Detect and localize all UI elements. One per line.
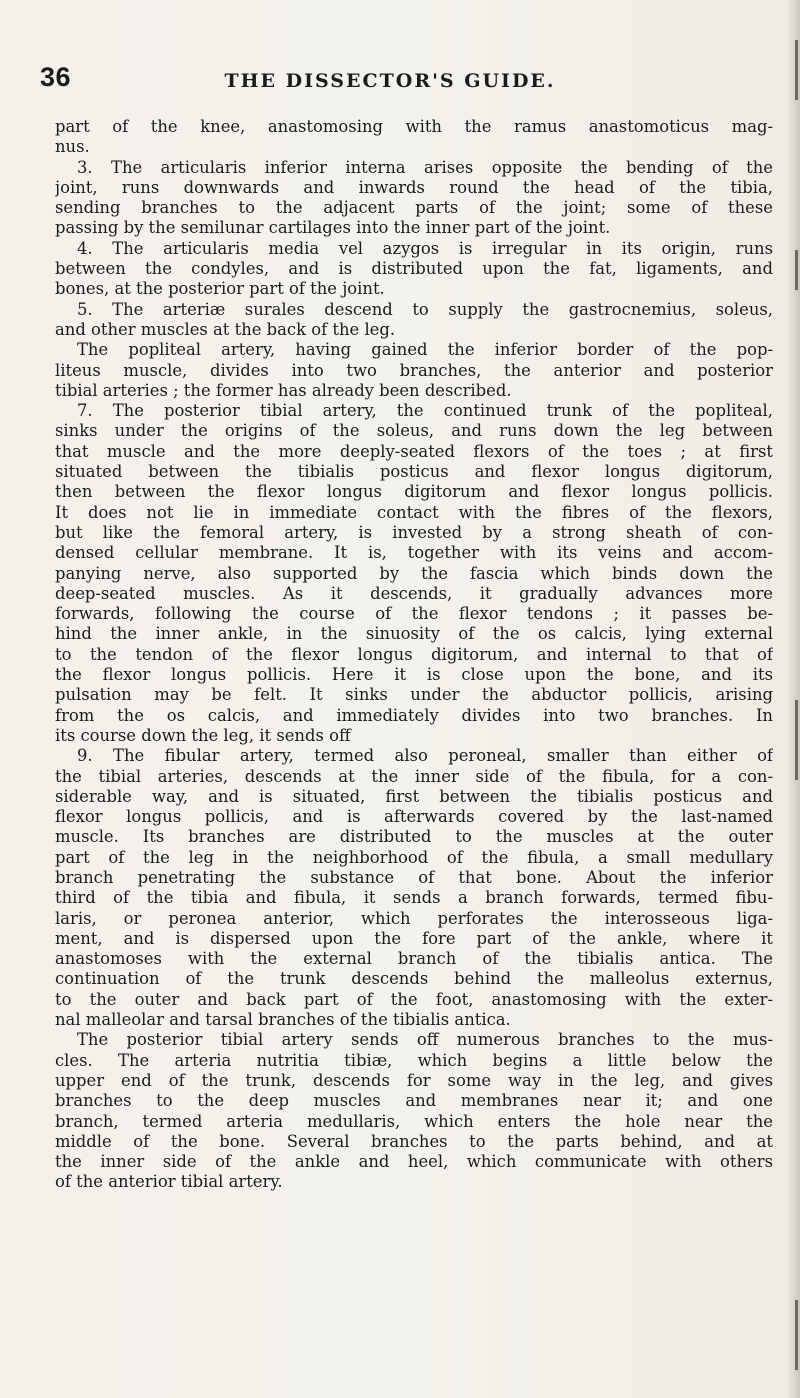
- page-edge-mark: [795, 40, 798, 100]
- text-line: upper end of the trunk, descends for some way in the leg, and gives: [55, 1070, 773, 1090]
- running-head: THE DISSECTOR'S GUIDE.: [224, 70, 556, 92]
- text-line: to the tendon of the flexor longus digitorum, and internal to that of: [55, 644, 773, 664]
- text-line: and other muscles at the back of the leg.: [55, 319, 396, 339]
- body-text: [55, 117, 773, 1193]
- text-line: 3. The articularis inferior interna arises opposite the bending of the: [77, 157, 773, 177]
- text-line: nus.: [55, 137, 90, 157]
- text-line: The popliteal artery, having gained the inferior border of the pop-: [77, 340, 773, 360]
- text-line: branches to the deep muscles and membranes near it; and one: [55, 1091, 773, 1111]
- text-line: nal malleolar and tarsal branches of the tibialis antica.: [55, 1010, 511, 1030]
- text-line: muscle. Its branches are distributed to the muscles at the outer: [55, 827, 773, 847]
- page-edge-mark: [795, 250, 798, 290]
- text-line: panying nerve, also supported by the fascia which binds down the: [55, 563, 773, 583]
- text-line: cles. The arteria nutritia tibiæ, which begins a little below the: [55, 1050, 773, 1070]
- page-edge-mark: [795, 700, 798, 780]
- text-line: ment, and is dispersed upon the fore part of the ankle, where it: [55, 928, 773, 948]
- text-line: joint, runs downwards and inwards round the head of the tibia,: [55, 177, 773, 197]
- text-line: laris, or peronea anterior, which perforates the interosseous liga-: [55, 908, 773, 928]
- text-line: anastomoses with the external branch of the tibialis antica. The: [55, 949, 773, 969]
- text-line: The posterior tibial artery sends off numerous branches to the mus-: [77, 1030, 773, 1050]
- text-line: pulsation may be felt. It sinks under the abductor pollicis, arising: [55, 685, 773, 705]
- text-line: deep-seated muscles. As it descends, it gradually advances more: [55, 583, 773, 603]
- text-line: the tibial arteries, descends at the inner side of the fibula, for a con-: [55, 766, 773, 786]
- text-line: middle of the bone. Several branches to the parts behind, and at: [55, 1131, 773, 1151]
- page-number: 36: [40, 62, 72, 92]
- text-line: its course down the leg, it sends off: [55, 725, 351, 745]
- text-line: bones, at the posterior part of the joint.: [55, 279, 385, 299]
- text-line: tibial arteries ; the former has already been described.: [55, 380, 512, 400]
- text-line: from the os calcis, and immediately divides into two branches. In: [55, 705, 773, 725]
- text-line: part of the knee, anastomosing with the ramus anastomoticus mag-: [55, 117, 773, 136]
- text-line: then between the flexor longus digitorum and flexor longus pollicis.: [55, 482, 773, 502]
- text-line: 7. The posterior tibial artery, the continued trunk of the popliteal,: [77, 401, 773, 421]
- text-line: part of the leg in the neighborhood of the fibula, a small medullary: [55, 847, 773, 867]
- text-line: to the outer and back part of the foot, anastomosing with the exter-: [55, 989, 773, 1009]
- text-line: situated between the tibialis posticus and flexor longus digitorum,: [55, 462, 773, 482]
- text-line: siderable way, and is situated, first between the tibialis posticus and: [55, 786, 773, 806]
- text-line: 4. The articularis media vel azygos is irregular in its origin, runs: [77, 238, 773, 258]
- text-line: 9. The fibular artery, termed also peroneal, smaller than either of: [77, 746, 773, 766]
- text-line: hind the inner ankle, in the sinuosity of the os calcis, lying external: [55, 624, 773, 644]
- page-edge-shadow: [786, 0, 800, 1398]
- text-line: of the anterior tibial artery.: [55, 1172, 283, 1192]
- text-line: but like the femoral artery, is invested by a strong sheath of con-: [55, 522, 773, 542]
- text-line: passing by the semilunar cartilages into the inner part of the joint.: [55, 218, 611, 238]
- text-line: between the condyles, and is distributed upon the fat, ligaments, and: [55, 259, 773, 279]
- text-line: continuation of the trunk descends behind the malleolus externus,: [55, 969, 773, 989]
- text-line: the flexor longus pollicis. Here it is close upon the bone, and its: [55, 665, 773, 685]
- text-line: forwards, following the course of the flexor tendons ; it passes be-: [55, 604, 773, 624]
- text-line: It does not lie in immediate contact with the fibres of the flexors,: [55, 502, 773, 522]
- text-line: branch penetrating the substance of that bone. About the inferior: [55, 867, 773, 887]
- text-line: flexor longus pollicis, and is afterwards covered by the last-named: [55, 807, 773, 827]
- text-line: sending branches to the adjacent parts of the joint; some of these: [55, 198, 773, 218]
- text-line: 5. The arteriæ surales descend to supply the gastrocnemius, soleus,: [77, 299, 773, 319]
- text-line: the inner side of the ankle and heel, which communicate with others: [55, 1152, 773, 1172]
- page-header: [40, 62, 780, 102]
- text-line: third of the tibia and fibula, it sends a branch forwards, termed fibu-: [55, 888, 773, 908]
- page-edge-mark: [795, 1300, 798, 1370]
- text-line: that muscle and the more deeply-seated flexors of the toes ; at first: [55, 441, 773, 461]
- text-line: densed cellular membrane. It is, together with its veins and accom-: [55, 543, 773, 563]
- text-line: liteus muscle, divides into two branches, the anterior and posterior: [55, 360, 773, 380]
- text-line: branch, termed arteria medullaris, which enters the hole near the: [55, 1111, 773, 1131]
- text-line: sinks under the origins of the soleus, and runs down the leg between: [55, 421, 773, 441]
